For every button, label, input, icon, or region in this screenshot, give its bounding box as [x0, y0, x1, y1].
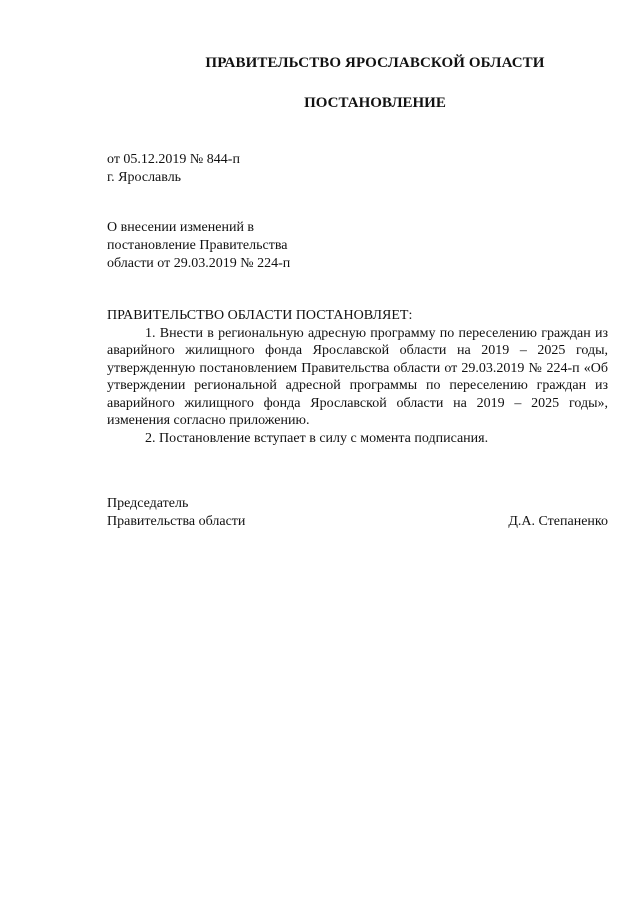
subject-line-3: области от 29.03.2019 № 224-п [107, 256, 291, 271]
document-meta [107, 151, 240, 187]
signatory-name: Д.А. Степаненко [508, 514, 608, 529]
document-type-title: ПОСТАНОВЛЕНИЕ [304, 95, 446, 111]
preamble: ПРАВИТЕЛЬСТВО ОБЛАСТИ ПОСТАНОВЛЯЕТ: [107, 308, 413, 323]
subject-line-2: постановление Правительства [107, 238, 288, 253]
document-body [107, 307, 608, 447]
organization-title: ПРАВИТЕЛЬСТВО ЯРОСЛАВСКОЙ ОБЛАСТИ [205, 55, 545, 71]
signature-row [107, 513, 608, 531]
date-number: от 05.12.2019 № 844-п [107, 152, 240, 167]
paragraph-1: 1. Внести в региональную адресную программу по переселению граждан из аварийного жилищного фонда Ярославской области на 2019 – 2025 годы, утвержденную постановлением Правительства области от 29.03.2019 № 224-п «Об утверждении региональной адресной программы по переселению граждан из аварийного жилищного фонда Ярославской области на 2019 – 2025 годы», изменения согласно приложению. [107, 325, 608, 428]
paragraph-2: 2. Постановление вступает в силу с момента подписания. [145, 430, 489, 446]
signatory-title-line-1: Председатель [107, 496, 189, 511]
signatory-title-line-2: Правительства области [107, 514, 246, 529]
document-subject [107, 219, 290, 273]
city: г. Ярославль [107, 170, 182, 185]
signature-block [107, 495, 608, 531]
subject-line-1: О внесении изменений в [107, 220, 255, 235]
